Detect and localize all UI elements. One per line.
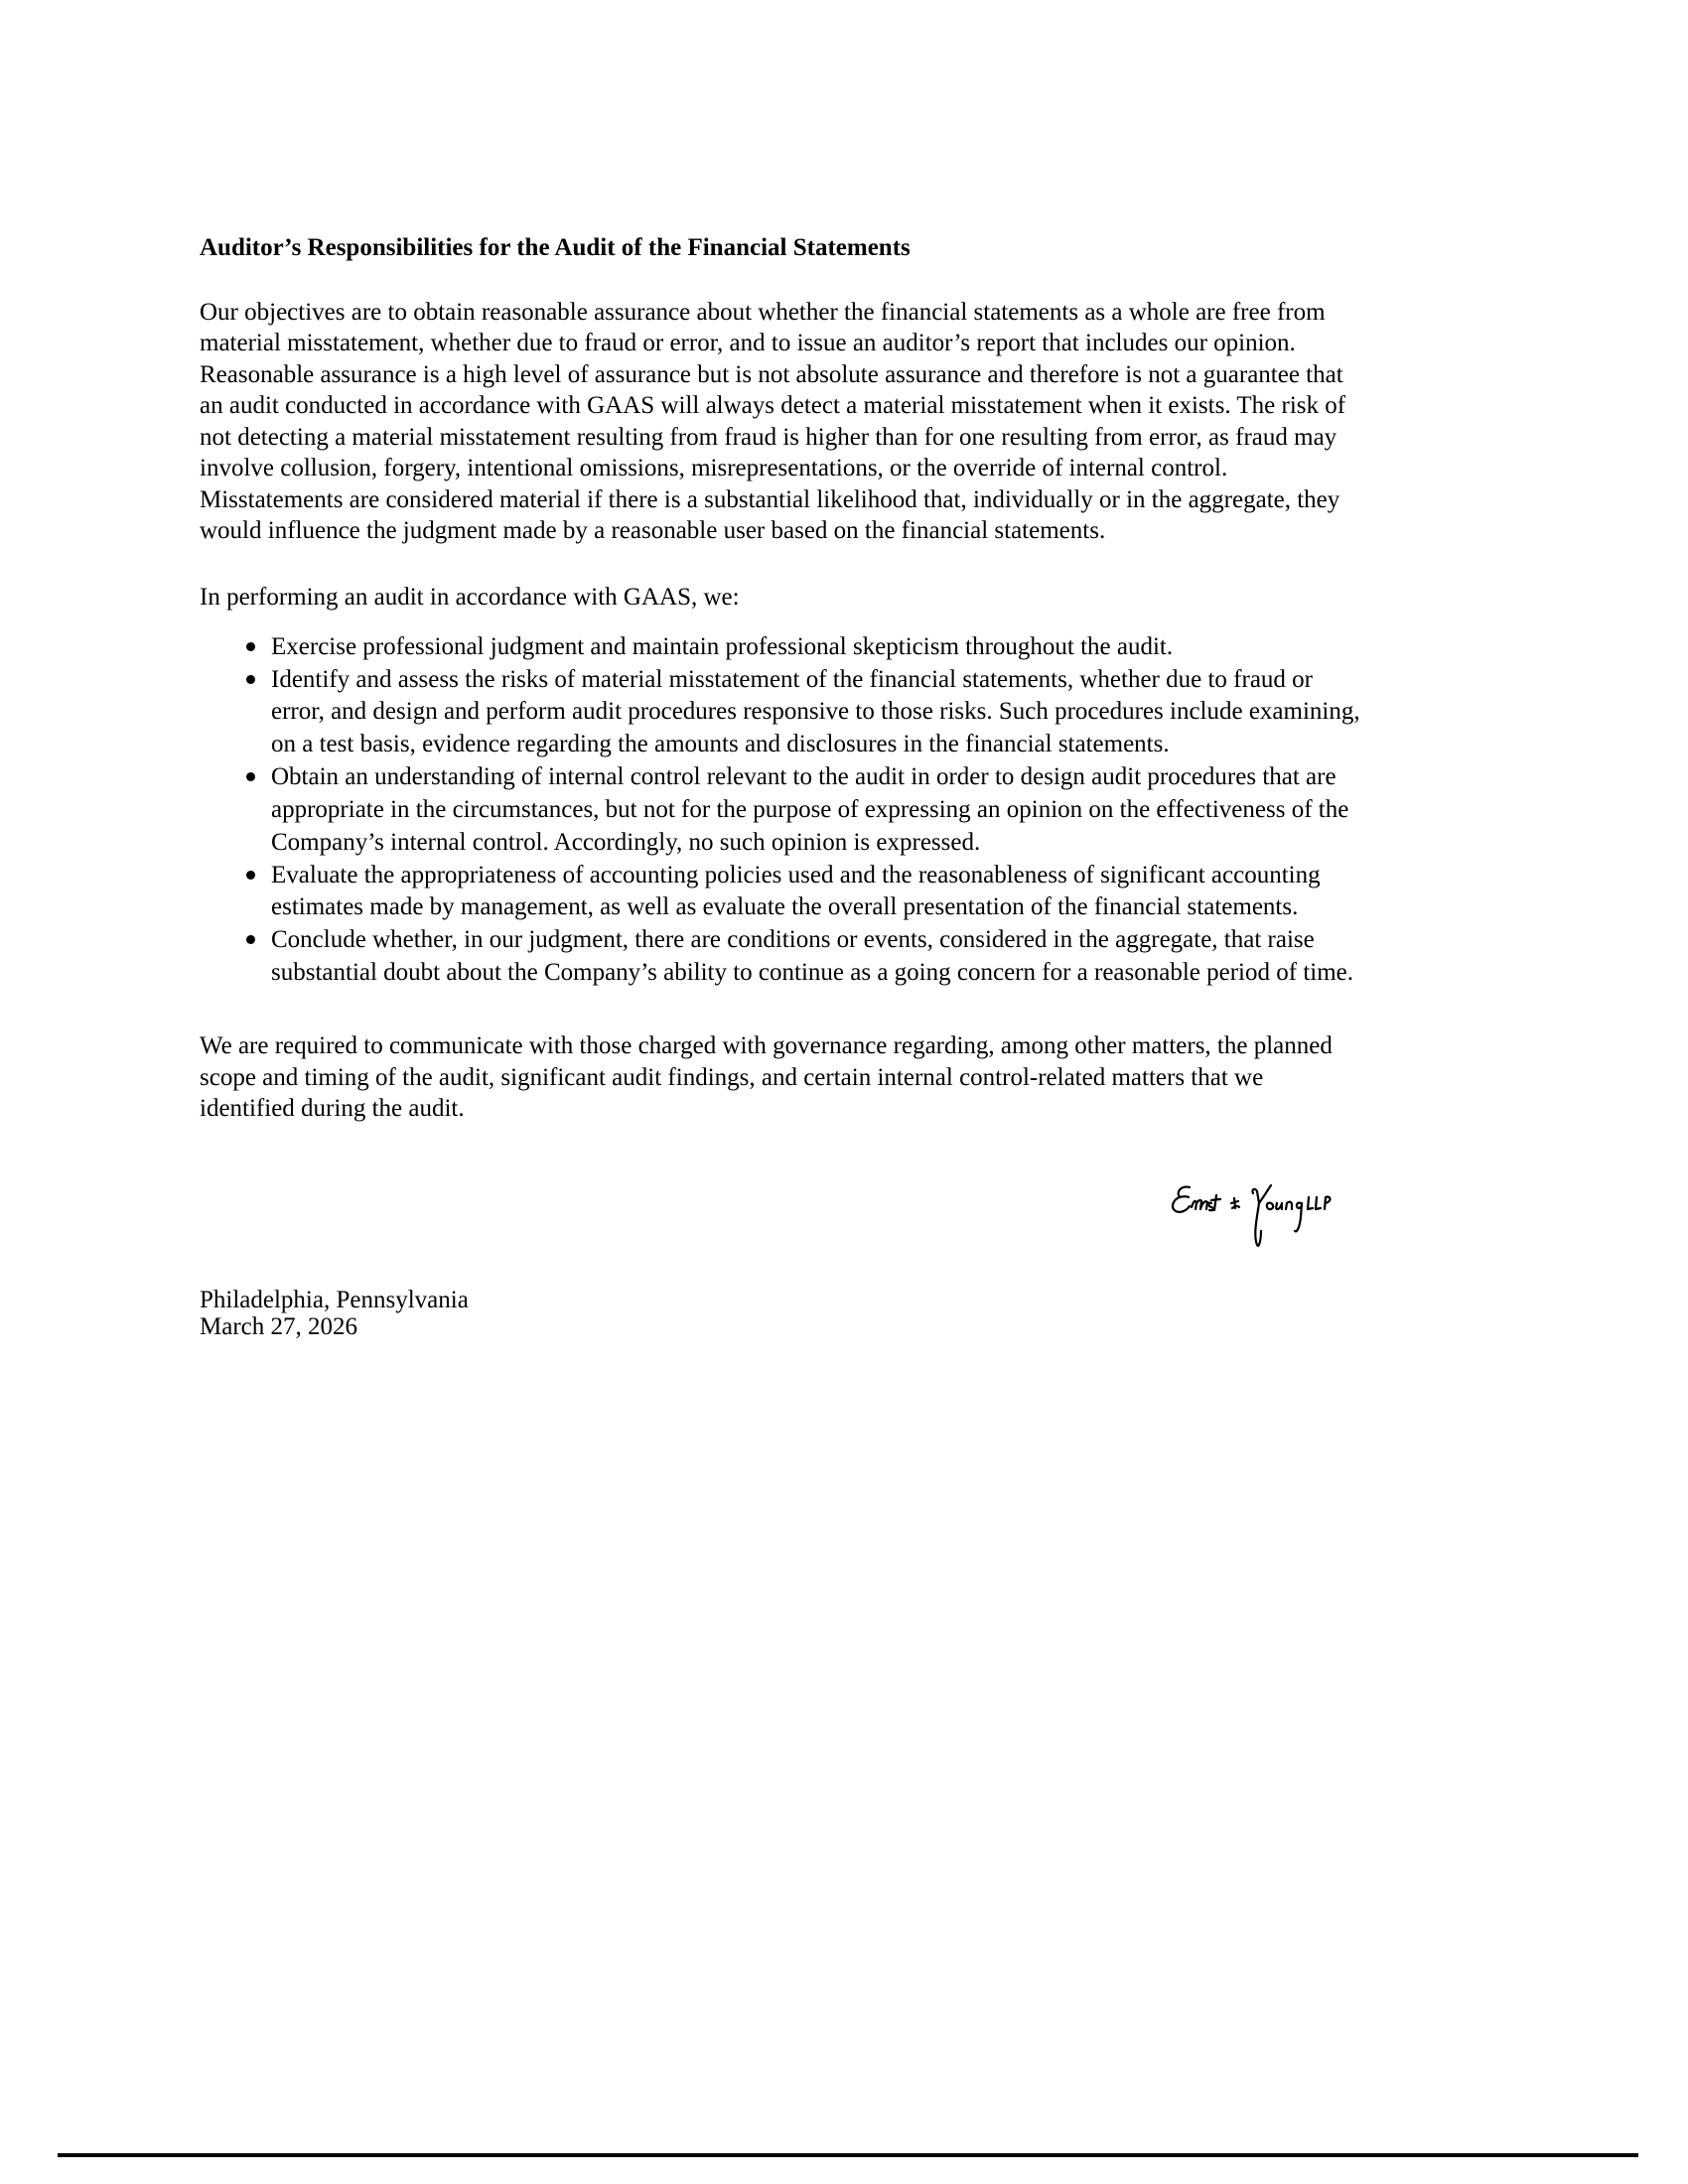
list-item-line: appropriate in the circumstances, but not for the purpose of expressing an opinion on the effectiveness of the (271, 796, 1349, 823)
paragraph-line: identified during the audit. (200, 1095, 465, 1122)
bullet-icon (246, 675, 255, 684)
list-item-line: substantial doubt about the Company’s ability to continue as a going concern for a reasonable period of time. (271, 959, 1354, 986)
bullet-icon (246, 642, 255, 651)
report-date: March 27, 2026 (200, 1313, 357, 1340)
bullet-icon (246, 772, 255, 781)
list-item-line: Obtain an understanding of internal control relevant to the audit in order to design audit procedures that are (271, 763, 1336, 790)
paragraph-line: Our objectives are to obtain reasonable assurance about whether the financial statements as a whole are free from (200, 299, 1326, 326)
list-item-line: Company’s internal control. Accordingly, no such opinion is expressed. (271, 829, 981, 856)
footer-rule (58, 2153, 1638, 2157)
paragraph-line: scope and timing of the audit, significant audit findings, and certain internal control-related matters that we (200, 1064, 1264, 1091)
report-location: Philadelphia, Pennsylvania (200, 1287, 469, 1313)
bullet-icon (246, 871, 255, 880)
paragraph-line: would influence the judgment made by a reasonable user based on the financial statements. (200, 517, 1106, 544)
handwritten-signature-icon (1168, 1173, 1386, 1255)
paragraph-line: Misstatements are considered material if there is a substantial likelihood that, individually or in the aggregate, they (200, 486, 1340, 513)
intro-text: In performing an audit in accordance with GAAS, we: (200, 584, 740, 611)
list-item-line: on a test basis, evidence regarding the amounts and disclosures in the financial statements. (271, 731, 1170, 757)
list-item-line: Identify and assess the risks of material misstatement of the financial statements, whether due to fraud or (271, 666, 1313, 693)
bullet-icon (246, 935, 255, 944)
paragraph-line: an audit conducted in accordance with GAAS will always detect a material misstatement when it exists. The risk of (200, 392, 1346, 419)
signature (1168, 1173, 1386, 1255)
list-item-line: Conclude whether, in our judgment, there are conditions or events, considered in the aggregate, that raise (271, 926, 1315, 953)
list-item-line: estimates made by management, as well as evaluate the overall presentation of the financial statements. (271, 893, 1299, 920)
paragraph-line: We are required to communicate with those charged with governance regarding, among other matters, the planned (200, 1032, 1333, 1059)
list-item-line: error, and design and perform audit procedures responsive to those risks. Such procedures include examining, (271, 698, 1360, 725)
paragraph-line: not detecting a material misstatement resulting from fraud is higher than for one resulting from error, as fraud may (200, 424, 1337, 451)
paragraph-line: material misstatement, whether due to fraud or error, and to issue an auditor’s report that includes our opinion. (200, 330, 1296, 356)
list-item-line: Exercise professional judgment and maintain professional skepticism throughout the audit. (271, 633, 1174, 660)
list-item-line: Evaluate the appropriateness of accounting policies used and the reasonableness of significant accounting (271, 862, 1321, 888)
paragraph-line: involve collusion, forgery, intentional omissions, misrepresentations, or the override of internal control. (200, 455, 1228, 481)
section-heading: Auditor’s Responsibilities for the Audit of the Financial Statements (200, 234, 911, 261)
paragraph-line: Reasonable assurance is a high level of assurance but is not absolute assurance and therefore is not a guarantee that (200, 361, 1343, 388)
